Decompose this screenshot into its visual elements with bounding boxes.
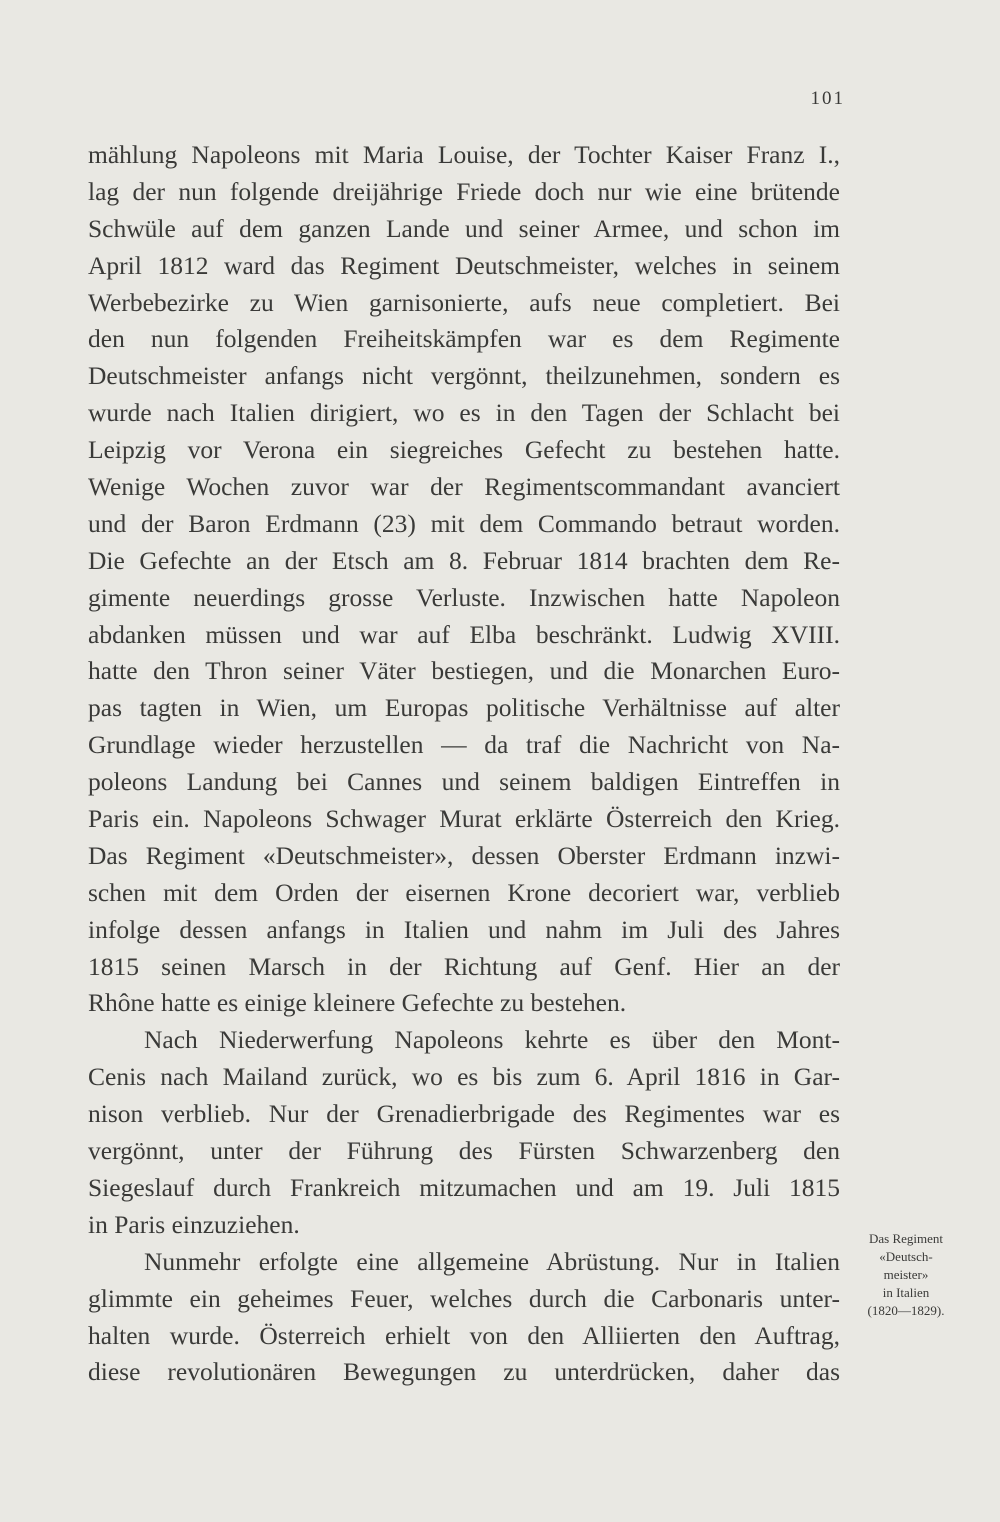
marginal-note-line: «Deutsch- xyxy=(879,1249,933,1264)
text-line: Nunmehr erfolgte eine allgemeine Abrüstung. Nur in Italien xyxy=(144,1246,840,1276)
text-line: den nun folgenden Freiheitskämpfen war es dem Regimente xyxy=(88,324,840,354)
text-line: wurde nach Italien dirigiert, wo es in den Tagen der Schlacht bei xyxy=(88,398,840,428)
text-line: Das Regiment «Deutschmeister», dessen Oberster Erdmann inzwi- xyxy=(88,840,840,870)
marginal-note xyxy=(847,1230,965,1320)
text-line: Schwüle auf dem ganzen Lande und seiner Armee, und schon im xyxy=(88,213,840,243)
text-line: poleons Landung bei Cannes und seinem baldigen Eintreffen in xyxy=(88,767,840,797)
text-line: pas tagten in Wien, um Europas politische Verhältnisse auf alter xyxy=(88,693,840,723)
marginal-note-line: Das Regiment xyxy=(868,1231,943,1246)
text-line: Deutschmeister anfangs nicht vergönnt, theilzunehmen, sondern es xyxy=(88,361,840,391)
marginal-note-line: (1820—1829). xyxy=(867,1303,945,1318)
text-line: Wenige Wochen zuvor war der Regimentscommandant avanciert xyxy=(88,472,840,502)
text-line: glimmte ein geheimes Feuer, welches durch die Carbonaris unter- xyxy=(88,1283,840,1313)
text-line: vergönnt, unter der Führung des Fürsten Schwarzenberg den xyxy=(88,1136,840,1166)
body-text xyxy=(88,137,840,1391)
text-line: Cenis nach Mailand zurück, wo es bis zum 6. April 1816 in Gar- xyxy=(88,1062,840,1092)
text-line: nison verblieb. Nur der Grenadierbrigade des Regimentes war es xyxy=(88,1099,840,1129)
text-line: halten wurde. Österreich erhielt von den Alliierten den Auftrag, xyxy=(88,1320,840,1350)
text-line: abdanken müssen und war auf Elba beschränkt. Ludwig XVIII. xyxy=(88,619,840,649)
marginal-note-line: in Italien xyxy=(882,1285,930,1300)
text-line: Werbebezirke zu Wien garnisonierte, aufs neue completiert. Bei xyxy=(88,287,840,317)
text-line: April 1812 ward das Regiment Deutschmeister, welches in seinem xyxy=(88,250,840,280)
text-line: Leipzig vor Verona ein siegreiches Gefecht zu bestehen hatte. xyxy=(88,435,840,465)
text-line: und der Baron Erdmann (23) mit dem Commando betraut worden. xyxy=(88,508,840,538)
text-line: diese revolutionären Bewegungen zu unterdrücken, daher das xyxy=(88,1357,840,1387)
text-line: mählung Napoleons mit Maria Louise, der Tochter Kaiser Franz I., xyxy=(88,140,840,169)
text-line: Paris ein. Napoleons Schwager Murat erklärte Österreich den Krieg. xyxy=(88,804,840,834)
marginal-note-line: meister» xyxy=(883,1267,929,1282)
text-line: hatte den Thron seiner Väter bestiegen, und die Monarchen Euro- xyxy=(88,656,840,686)
text-line: Die Gefechte an der Etsch am 8. Februar 1814 brachten dem Re- xyxy=(88,545,840,575)
text-line: Rhône hatte es einige kleinere Gefechte zu bestehen. xyxy=(88,988,627,1018)
text-line: lag der nun folgende dreijährige Friede doch nur wie eine brütende xyxy=(88,176,840,206)
text-line: in Paris einzuziehen. xyxy=(88,1209,300,1239)
page-number: 101 xyxy=(810,88,845,109)
text-line: 1815 seinen Marsch in der Richtung auf Genf. Hier an der xyxy=(88,951,840,981)
text-line: infolge dessen anfangs in Italien und nahm im Juli des Jahres xyxy=(88,914,840,944)
text-line: Siegeslauf durch Frankreich mitzumachen und am 19. Juli 1815 xyxy=(88,1172,840,1202)
text-line: Grundlage wieder herzustellen — da traf die Nachricht von Na- xyxy=(88,730,840,760)
text-line: schen mit dem Orden der eisernen Krone decoriert war, verblieb xyxy=(88,877,840,907)
text-line: gimente neuerdings grosse Verluste. Inzwischen hatte Napoleon xyxy=(88,582,840,612)
text-line: Nach Niederwerfung Napoleons kehrte es über den Mont- xyxy=(144,1025,840,1055)
